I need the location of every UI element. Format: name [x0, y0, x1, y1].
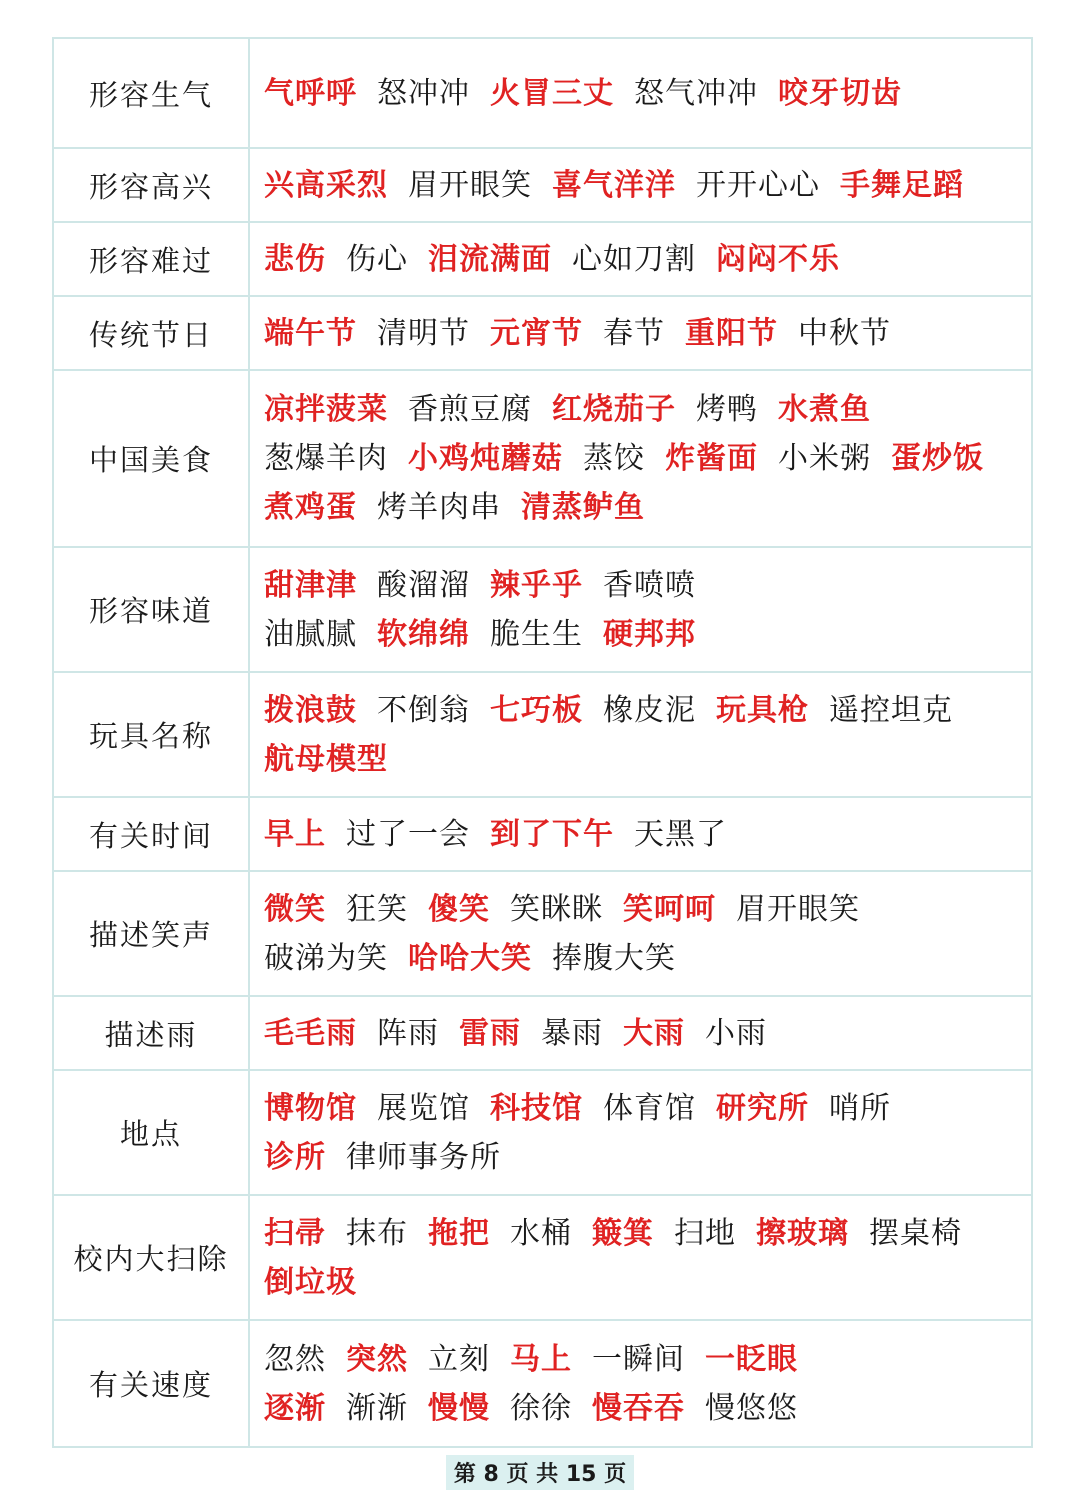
highlighted-word: 悲伤 — [264, 241, 326, 277]
category-label: 传统节日 — [54, 297, 250, 369]
word: 不倒翁 — [377, 692, 470, 728]
word: 葱爆羊肉 — [264, 441, 388, 476]
table-row — [54, 1071, 1031, 1196]
highlighted-word: 喜气洋洋 — [552, 167, 676, 203]
word-list — [250, 798, 1031, 870]
word-line — [264, 1209, 1031, 1258]
highlighted-word: 扫帚 — [264, 1215, 326, 1251]
page-footer — [0, 1455, 1080, 1490]
word: 暴雨 — [541, 1015, 603, 1051]
word: 中秋节 — [798, 315, 891, 351]
category-label: 形容难过 — [54, 223, 250, 295]
word: 破涕为笑 — [264, 940, 388, 976]
word: 一瞬间 — [592, 1341, 685, 1377]
word: 眉开眼笑 — [408, 167, 532, 203]
word: 扫地 — [674, 1215, 736, 1251]
highlighted-word: 博物馆 — [264, 1090, 357, 1126]
highlighted-word: 手舞足蹈 — [840, 167, 964, 203]
word: 酸溜溜 — [377, 567, 470, 603]
highlighted-word: 簸箕 — [592, 1215, 654, 1251]
word-list — [250, 997, 1031, 1069]
word: 展览馆 — [377, 1090, 470, 1126]
category-label: 描述笑声 — [54, 872, 250, 995]
highlighted-word: 笑呵呵 — [623, 891, 716, 927]
category-label: 描述雨 — [54, 997, 250, 1069]
word: 天黑了 — [634, 816, 727, 852]
word-list — [250, 149, 1031, 221]
word-list — [250, 872, 1031, 995]
word-line — [264, 235, 1031, 284]
highlighted-word: 雷雨 — [459, 1015, 521, 1051]
highlighted-word: 七巧板 — [490, 692, 583, 728]
word: 徐徐 — [510, 1390, 572, 1426]
table-row — [54, 223, 1031, 297]
word-line — [264, 934, 1031, 983]
word: 笑眯眯 — [510, 891, 603, 927]
highlighted-word: 硬邦邦 — [603, 616, 696, 652]
word: 烤鸭 — [696, 392, 758, 427]
highlighted-word: 炸酱面 — [665, 441, 758, 476]
word-line — [264, 434, 1031, 483]
word-list — [250, 1321, 1031, 1446]
category-label: 形容高兴 — [54, 149, 250, 221]
highlighted-word: 端午节 — [264, 315, 357, 351]
word: 春节 — [603, 315, 665, 351]
page-number: 第 8 页 共 15 页 — [446, 1455, 634, 1490]
table-row — [54, 1321, 1031, 1446]
highlighted-word: 倒垃圾 — [264, 1264, 357, 1300]
word: 心如刀割 — [572, 241, 696, 277]
highlighted-word: 马上 — [510, 1341, 572, 1377]
highlighted-word: 慢慢 — [428, 1390, 490, 1426]
word-line — [264, 1133, 1031, 1182]
highlighted-word: 拨浪鼓 — [264, 692, 357, 728]
word: 摆桌椅 — [869, 1215, 962, 1251]
highlighted-word: 凉拌菠菜 — [264, 392, 388, 427]
highlighted-word: 逐渐 — [264, 1390, 326, 1426]
word: 阵雨 — [377, 1015, 439, 1051]
table-row — [54, 548, 1031, 673]
word-line — [264, 1258, 1031, 1307]
word: 香喷喷 — [603, 567, 696, 603]
word: 油腻腻 — [264, 616, 357, 652]
word: 捧腹大笑 — [552, 940, 676, 976]
word: 抹布 — [346, 1215, 408, 1251]
highlighted-word: 傻笑 — [428, 891, 490, 927]
word: 体育馆 — [603, 1090, 696, 1126]
highlighted-word: 咬牙切齿 — [778, 75, 902, 111]
highlighted-word: 小鸡炖蘑菇 — [408, 441, 563, 476]
word: 律师事务所 — [346, 1139, 501, 1175]
highlighted-word: 一眨眼 — [705, 1341, 798, 1377]
word: 伤心 — [346, 241, 408, 277]
table-row — [54, 673, 1031, 798]
highlighted-word: 毛毛雨 — [264, 1015, 357, 1051]
highlighted-word: 蛋炒饭 — [891, 441, 984, 476]
word-list — [250, 548, 1031, 671]
word-list — [250, 223, 1031, 295]
table-row — [54, 872, 1031, 997]
highlighted-word: 擦玻璃 — [756, 1215, 849, 1251]
table-row — [54, 149, 1031, 223]
word: 小米粥 — [778, 441, 871, 476]
table-row — [54, 39, 1031, 149]
highlighted-word: 拖把 — [428, 1215, 490, 1251]
word: 小雨 — [705, 1015, 767, 1051]
category-label: 有关速度 — [54, 1321, 250, 1446]
table-row — [54, 997, 1031, 1071]
word-line — [264, 686, 1031, 735]
table-row — [54, 297, 1031, 371]
category-label: 校内大扫除 — [54, 1196, 250, 1319]
highlighted-word: 气呼呼 — [264, 75, 357, 111]
highlighted-word: 诊所 — [264, 1139, 326, 1175]
category-label: 有关时间 — [54, 798, 250, 870]
table-row — [54, 1196, 1031, 1321]
word: 烤羊肉串 — [377, 490, 501, 525]
highlighted-word: 重阳节 — [685, 315, 778, 351]
highlighted-word: 辣乎乎 — [490, 567, 583, 603]
category-label: 中国美食 — [54, 371, 250, 546]
highlighted-word: 元宵节 — [490, 315, 583, 351]
word-line — [264, 1335, 1031, 1384]
highlighted-word: 火冒三丈 — [490, 75, 614, 111]
highlighted-word: 慢吞吞 — [592, 1390, 685, 1426]
highlighted-word: 玩具枪 — [716, 692, 809, 728]
word-line — [264, 161, 1031, 210]
word: 水桶 — [510, 1215, 572, 1251]
word: 忽然 — [264, 1341, 326, 1377]
word-line — [264, 735, 1031, 784]
highlighted-word: 甜津津 — [264, 567, 357, 603]
word: 蒸饺 — [583, 441, 645, 476]
highlighted-word: 研究所 — [716, 1090, 809, 1126]
word-list — [250, 297, 1031, 369]
highlighted-word: 科技馆 — [490, 1090, 583, 1126]
word-line — [264, 1009, 1031, 1058]
highlighted-word: 兴高采烈 — [264, 167, 388, 203]
word: 狂笑 — [346, 891, 408, 927]
highlighted-word: 航母模型 — [264, 741, 388, 777]
table-row — [54, 371, 1031, 548]
word-list — [250, 1071, 1031, 1194]
highlighted-word: 闷闷不乐 — [716, 241, 840, 277]
highlighted-word: 煮鸡蛋 — [264, 490, 357, 525]
highlighted-word: 清蒸鲈鱼 — [521, 490, 645, 525]
category-label: 地点 — [54, 1071, 250, 1194]
word-list — [250, 673, 1031, 796]
word: 脆生生 — [490, 616, 583, 652]
highlighted-word: 红烧茄子 — [552, 392, 676, 427]
highlighted-word: 微笑 — [264, 891, 326, 927]
highlighted-word: 泪流满面 — [428, 241, 552, 277]
category-label: 玩具名称 — [54, 673, 250, 796]
highlighted-word: 软绵绵 — [377, 616, 470, 652]
vocabulary-table — [52, 37, 1033, 1448]
word: 眉开眼笑 — [736, 891, 860, 927]
word: 清明节 — [377, 315, 470, 351]
category-label: 形容味道 — [54, 548, 250, 671]
word: 慢悠悠 — [705, 1390, 798, 1426]
word-line — [264, 1384, 1031, 1433]
word: 渐渐 — [346, 1390, 408, 1426]
word: 过了一会 — [346, 816, 470, 852]
highlighted-word: 早上 — [264, 816, 326, 852]
word: 立刻 — [428, 1341, 490, 1377]
word: 遥控坦克 — [829, 692, 953, 728]
word-line — [264, 810, 1031, 859]
word-line — [264, 885, 1031, 934]
word-line — [264, 385, 1031, 434]
word-line — [264, 309, 1031, 358]
word: 香煎豆腐 — [408, 392, 532, 427]
highlighted-word: 大雨 — [623, 1015, 685, 1051]
word: 橡皮泥 — [603, 692, 696, 728]
word-line — [264, 561, 1031, 610]
word-list — [250, 1196, 1031, 1319]
word-line — [264, 69, 1031, 118]
highlighted-word: 到了下午 — [490, 816, 614, 852]
highlighted-word: 突然 — [346, 1341, 408, 1377]
word-line — [264, 1084, 1031, 1133]
category-label: 形容生气 — [54, 39, 250, 147]
word: 哨所 — [829, 1090, 891, 1126]
word: 怒气冲冲 — [634, 75, 758, 111]
word-line — [264, 610, 1031, 659]
word: 开开心心 — [696, 167, 820, 203]
highlighted-word: 水煮鱼 — [778, 392, 871, 427]
table-row — [54, 798, 1031, 872]
word-list — [250, 371, 1031, 546]
word: 怒冲冲 — [377, 75, 470, 111]
word-line — [264, 483, 1031, 532]
highlighted-word: 哈哈大笑 — [408, 940, 532, 976]
word-list — [250, 39, 1031, 147]
